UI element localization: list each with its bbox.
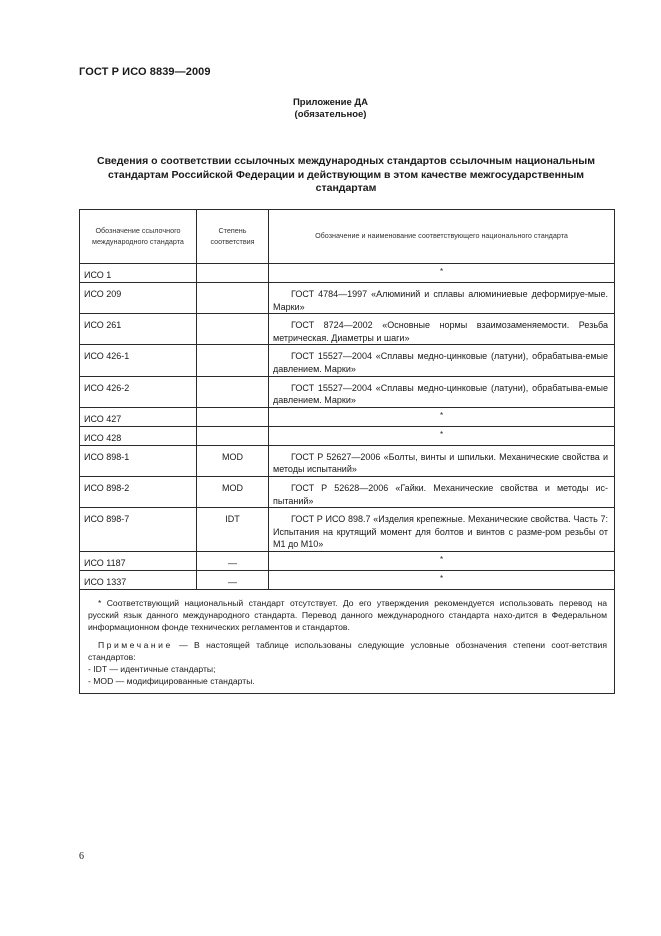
international-standard-cell: ИСО 898-7 bbox=[80, 508, 197, 552]
international-standard-cell: ИСО 898-2 bbox=[80, 476, 197, 507]
table-row bbox=[80, 426, 615, 445]
note-label: Примечание bbox=[98, 639, 173, 650]
note-text bbox=[88, 639, 607, 663]
header-degree: Степень соответствия bbox=[197, 210, 269, 264]
degree-cell bbox=[197, 426, 269, 445]
annex-status: (обязательное) bbox=[294, 109, 367, 120]
page-number: 6 bbox=[79, 851, 84, 862]
international-standard-cell: ИСО 426-1 bbox=[80, 345, 197, 376]
table-header-row bbox=[80, 210, 615, 264]
international-standard-cell: ИСО 209 bbox=[80, 283, 197, 314]
document-title: Сведения о соответствии ссылочных международных стандартов ссылочным национальным стандартам Российской Федерации и действующим в этом качестве межгосударственным стандартам bbox=[97, 155, 595, 194]
international-standard-cell: ИСО 1187 bbox=[80, 551, 197, 570]
note-body: — В настоящей таблице использованы следующие условные обозначения степени соот-ветствия стандартов: bbox=[88, 639, 607, 662]
degree-cell: — bbox=[197, 570, 269, 589]
footnote-text: * Соответствующий национальный стандарт отсутствует. До его утверждения рекомендуется использовать перевод на русский язык данного международного стандарта. Перевод данного международного стандарта нахо-дится в Федеральном информационном фонде технических регламентов и стандартов. bbox=[88, 597, 607, 632]
national-standard-cell: * bbox=[269, 570, 615, 589]
annex-heading bbox=[0, 97, 661, 121]
national-standard-cell bbox=[269, 345, 615, 376]
table-body bbox=[80, 264, 615, 590]
degree-cell: MOD bbox=[197, 476, 269, 507]
international-standard-cell: ИСО 1 bbox=[80, 264, 197, 283]
table-row bbox=[80, 376, 615, 407]
degree-cell bbox=[197, 345, 269, 376]
national-standard-text: ГОСТ Р 52627—2006 «Болты, винты и шпильки. Механические свойства и методы испытаний» bbox=[273, 451, 608, 475]
table-row bbox=[80, 264, 615, 283]
degree-cell: MOD bbox=[197, 445, 269, 476]
table-row bbox=[80, 551, 615, 570]
national-standard-cell: * bbox=[269, 407, 615, 426]
national-standard-text: ГОСТ 4784—1997 «Алюминий и сплавы алюминиевые деформируе-мые. Марки» bbox=[273, 289, 608, 312]
header-international-standard: Обозначение ссылочного международного стандарта bbox=[80, 210, 197, 264]
table-row bbox=[80, 407, 615, 426]
footnote-cell bbox=[80, 589, 615, 693]
table-row bbox=[80, 345, 615, 376]
national-standard-cell: * bbox=[269, 426, 615, 445]
table-row bbox=[80, 283, 615, 314]
degree-cell bbox=[197, 283, 269, 314]
international-standard-cell: ИСО 898-1 bbox=[80, 445, 197, 476]
national-standard-text: ГОСТ Р ИСО 898.7 «Изделия крепежные. Механические свойства. Часть 7: Испытания на крутящий момент для болтов и винтов с разме-ром резьбы от М1 до М10» bbox=[273, 514, 608, 550]
international-standard-cell: ИСО 1337 bbox=[80, 570, 197, 589]
annex-title: Приложение ДА bbox=[292, 97, 369, 108]
international-standard-cell: ИСО 261 bbox=[80, 314, 197, 345]
correspondence-table bbox=[79, 209, 615, 694]
note-item-mod: - MOD — модифицированные стандарты. bbox=[88, 675, 255, 686]
table-row bbox=[80, 508, 615, 552]
degree-cell bbox=[197, 314, 269, 345]
degree-cell bbox=[197, 407, 269, 426]
degree-cell bbox=[197, 376, 269, 407]
degree-cell: — bbox=[197, 551, 269, 570]
page-header: ГОСТ Р ИСО 8839—2009 bbox=[79, 66, 211, 78]
table-row bbox=[80, 476, 615, 507]
international-standard-cell: ИСО 428 bbox=[80, 426, 197, 445]
national-standard-cell bbox=[269, 476, 615, 507]
national-standard-cell bbox=[269, 314, 615, 345]
national-standard-text: ГОСТ Р 52628—2006 «Гайки. Механические свойства и методы ис-пытаний» bbox=[273, 482, 608, 506]
national-standard-cell: * bbox=[269, 551, 615, 570]
national-standard-text: ГОСТ 8724—2002 «Основные нормы взаимозаменяемости. Резьба метрическая. Диаметры и шаги» bbox=[273, 320, 608, 343]
table-row bbox=[80, 570, 615, 589]
table-row bbox=[80, 314, 615, 345]
national-standard-cell bbox=[269, 376, 615, 407]
national-standard-cell bbox=[269, 283, 615, 314]
note-item-idt: - IDT — идентичные стандарты; bbox=[88, 663, 216, 674]
national-standard-cell bbox=[269, 445, 615, 476]
degree-cell: IDT bbox=[197, 508, 269, 552]
international-standard-cell: ИСО 427 bbox=[80, 407, 197, 426]
header-national-standard: Обозначение и наименование соответствующего национального стандарта bbox=[269, 210, 615, 264]
degree-cell bbox=[197, 264, 269, 283]
national-standard-text: ГОСТ 15527—2004 «Сплавы медно-цинковые (латуни), обрабатыва-емые давлением. Марки» bbox=[273, 382, 608, 406]
national-standard-cell bbox=[269, 508, 615, 552]
footnote-row bbox=[80, 589, 615, 693]
table-row bbox=[80, 445, 615, 476]
international-standard-cell: ИСО 426-2 bbox=[80, 376, 197, 407]
national-standard-cell: * bbox=[269, 264, 615, 283]
national-standard-text: ГОСТ 15527—2004 «Сплавы медно-цинковые (латуни), обрабатыва-емые давлением. Марки» bbox=[273, 351, 608, 374]
